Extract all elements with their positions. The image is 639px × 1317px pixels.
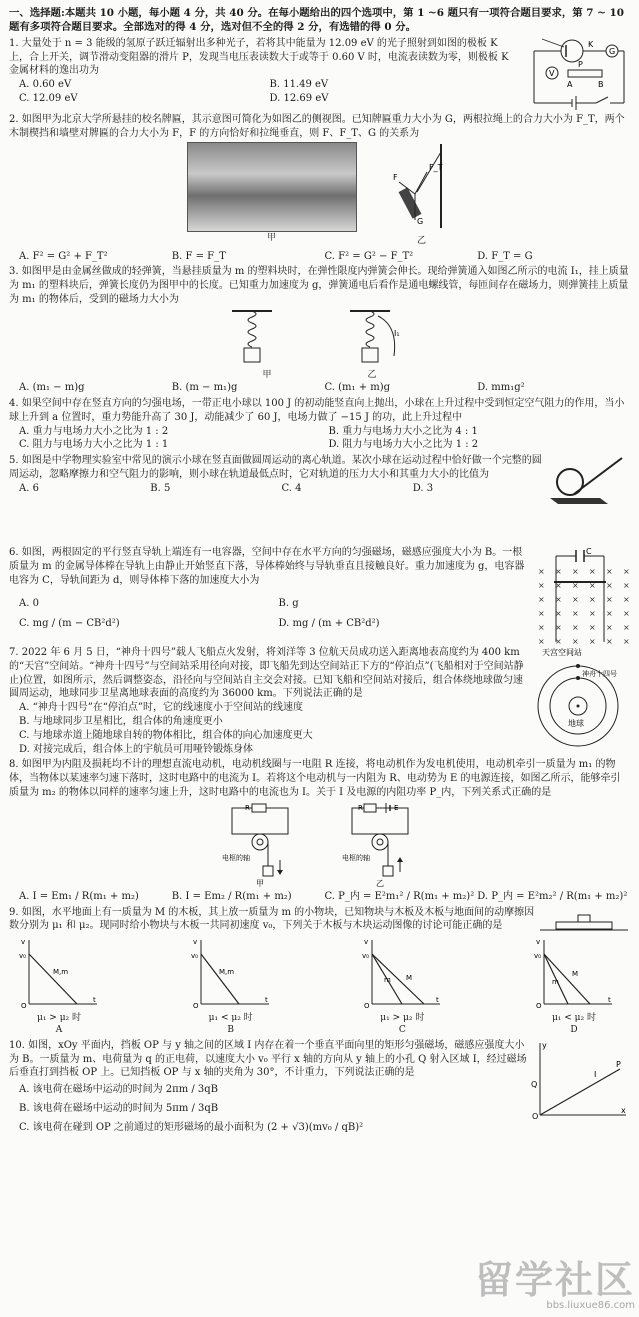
field-cross-mark: × <box>572 623 579 633</box>
question-10-stem: 10. 如图，xOy 平面内，挡板 OP 与 y 轴之间的区域 Ⅰ 内存在着一个垂直平面向里的矩形匀强磁场，磁感应强度大小为 B。一质量为 m、电荷量为 q 的正电荷，以速度大小 v₀ 平行 x 轴的方向从 y 轴上的小孔 Q 射入区域 Ⅰ，经过磁场后垂直打到挡板 OP 上。已知挡板 OP 与 x 轴的夹角为 30°，不计重力，下列说法正确的是 <box>9 1039 527 1079</box>
curve-a-label-c: m <box>384 975 392 984</box>
graph-a <box>19 936 99 1037</box>
option-4b[interactable]: B. 重力与电场力大小之比为 4 : 1 <box>328 425 478 437</box>
option-1b[interactable]: B. 11.49 eV <box>269 79 329 91</box>
axis-v0-c: v₀ <box>362 951 370 960</box>
field-cross-mark: × <box>606 637 613 645</box>
graph-d-letter[interactable]: D <box>570 1025 578 1036</box>
motor-generator-figure-a <box>220 802 300 888</box>
field-cross-mark: × <box>538 623 545 633</box>
option-5a[interactable]: A. 6 <box>19 482 39 494</box>
field-cross-mark: × <box>589 609 596 619</box>
field-cross-mark: × <box>572 637 579 645</box>
curve-b-label-c: M <box>406 973 413 982</box>
blank-gap <box>9 506 630 544</box>
option-8b[interactable]: B. I = Em₂ / R(m₁ + m₂) <box>171 890 292 902</box>
tension-label: F_T <box>428 163 442 173</box>
watermark-url: bbs.liuxue86.com <box>546 1300 635 1312</box>
option-2a[interactable]: A. F² = G² + F_T² <box>19 250 108 262</box>
option-7a[interactable]: A. “神舟十四号”在“停泊点”时，它的线速度小于空间站的线速度 <box>19 702 304 714</box>
option-3b[interactable]: B. (m − m₁)g <box>171 382 238 394</box>
option-5b[interactable]: B. 5 <box>150 482 171 494</box>
photoelectric-circuit-figure <box>512 37 630 111</box>
question-1-options <box>9 78 512 106</box>
graph-c-letter[interactable]: C <box>398 1025 406 1036</box>
option-2c[interactable]: C. F² = G² − F_T² <box>324 250 414 262</box>
field-cross-mark: × <box>623 595 630 605</box>
field-cross-mark: × <box>572 595 579 605</box>
axis-x-label: x <box>621 1105 626 1115</box>
force-f-label: F <box>392 173 398 183</box>
armature-label-b: 电枢的轴 <box>341 853 370 862</box>
question-7-options <box>9 701 526 756</box>
option-8d[interactable]: D. P_内 = E²m₂² / R(m₁ + m₂)² <box>477 890 628 902</box>
question-3-options <box>9 381 630 395</box>
graph-c-plot <box>362 936 442 1008</box>
field-cross-mark: × <box>589 567 596 577</box>
armature-label-a: 电枢的轴 <box>221 853 250 862</box>
axis-o-d: O <box>535 1001 542 1008</box>
question-9-stem: 9. 如图，水平地面上有一质量为 M 的木板，其上放一质量为 m 的小物块，已知物块与木板及木板与地面间的动摩擦因数分别为 μ₁ 和 μ₂。现同时给小物块与木板一共同初速度 v₀，下列关于木板与木块运动图像的讨论可能正确的是 <box>9 906 535 932</box>
question-5-stem: 5. 如图是中学物理实验室中常见的演示小球在竖直面做圆周运动的离心轨道。某次小球在运动过程中恰好做一个完整的圆周运动，忽略摩擦力和空气阻力的影响，则小球在轨道最低点时，它对轨道的压力大小和其重力大小的比值为 <box>9 455 542 480</box>
option-10a[interactable]: A. 该电荷在磁场中运动的时间为 2πm / 3qB <box>19 1084 219 1096</box>
graph-c-condition: μ₁ > μ₂ 时 <box>380 1013 425 1024</box>
curve-b-label-d: M <box>571 969 579 978</box>
axis-t-d: t <box>607 995 611 1004</box>
graph-b-plot <box>191 936 271 1008</box>
spring-figure-a <box>222 308 282 370</box>
question-3-stem: 3. 如图甲是由金属丝做成的轻弹簧，当悬挂质量为 m 的塑料块时，在弹性限度内弹簧会伸长。现给弹簧通入如图乙所示的电流 I₁，挂上质量为 m₁ 的塑料块后，弹簧长度仍为图甲中的长度。已知重力加速度为 g，弹簧通电后看作是通电螺线管，每匝间存在磁场力，则弹簧挂上质量为 m₁ 的物体后，受到的磁场力大小为 <box>9 266 629 305</box>
graph-d <box>534 936 614 1037</box>
axis-v0-d: v₀ <box>533 951 541 960</box>
graph-c <box>362 936 442 1037</box>
vt-graphs <box>9 936 630 1037</box>
plaque-photo <box>187 142 357 232</box>
section-header: 一、选择题:本题共 10 小题，每小题 4 分，共 40 分。在每小题给出的四个选项中，第 1 ~6 题只有一项符合题目要求，第 7 ~ 10 题有多项符合题目要求。全部选对的得 4 分，选对但不全的得 2 分，有选错的得 0 分。 <box>9 7 624 34</box>
resistor-r-label-a: R <box>244 803 250 812</box>
axis-t-b: t <box>264 995 268 1004</box>
gravity-label: G <box>416 217 423 227</box>
question-1 <box>9 37 630 111</box>
space-station-label: 天宫空间站 <box>542 648 582 658</box>
graph-b <box>191 936 271 1037</box>
option-6d[interactable]: D. mg / (m + CB²d²) <box>278 618 380 630</box>
figure-2a-caption: 甲 <box>266 233 276 244</box>
field-cross-mark: × <box>538 595 545 605</box>
option-1a[interactable]: A. 0.60 eV <box>19 79 72 91</box>
figure-3b-caption: 乙 <box>367 369 377 380</box>
question-2 <box>9 113 630 264</box>
axis-y-label: y <box>542 1040 547 1050</box>
question-8 <box>9 758 630 903</box>
option-8a[interactable]: A. I = Em₁ / R(m₁ + m₂) <box>19 890 139 902</box>
field-cross-mark: × <box>538 609 545 619</box>
plate-k-label: K <box>588 39 594 49</box>
question-4-options <box>9 425 630 453</box>
watermark <box>474 1258 635 1313</box>
option-6c[interactable]: C. mg / (m − CB²d²) <box>19 618 120 630</box>
field-cross-mark: × <box>538 567 545 577</box>
option-7d[interactable]: D. 对接完成后，组合体上的宇航员可用哑铃锻炼身体 <box>19 743 254 755</box>
option-2d[interactable]: D. F_T = G <box>477 250 533 262</box>
field-cross-mark: × <box>623 581 630 591</box>
axis-t-c: t <box>436 995 440 1004</box>
field-cross-mark: × <box>572 581 579 591</box>
watermark-logo: 留学社区 <box>474 1258 635 1303</box>
question-8-stem: 8. 如图甲为内阻及损耗均不计的理想直流电动机，电动机线圈与一电阻 R 连接，将电动机作为发电机使用，电动机牵引一质量为 m₁ 的物体，当物体以某速率匀速下落时，这时电路中的电流为 I。若将这个电动机与一内阻为 R、电动势为 E 的电源连接，如图乙所示，能够牵引质量为 m₂ 的物体以同样的速率匀速上升，这时电路中的电流也为 I。关于 I 及电源的内阻功率 P_内，下列关系式正确的是 <box>9 759 621 799</box>
figure-8a-caption: 甲 <box>255 878 264 888</box>
field-cross-mark: × <box>538 637 545 645</box>
option-3a[interactable]: A. (m₁ − m)g <box>19 382 85 394</box>
option-5c[interactable]: C. 4 <box>281 482 302 494</box>
board-block-figure <box>536 906 630 936</box>
current-i1-label: I₁ <box>393 328 400 338</box>
curve-label-b: M,m <box>218 967 234 976</box>
field-cross-mark: × <box>572 609 579 619</box>
question-6-stem: 6. 如图，两根固定的平行竖直导轨上端连有一电容器，空间中存在水平方向的匀强磁场，磁感应强度大小为 B。一根质量为 m 的金属导体棒在导轨上由静止开始竖直下落，导体棒始终与导轨垂直且接触良好。重力加速度为 g，电容器电容为 C，导轨间距为 d，则导体棒下落的加速度大小为 <box>9 547 525 586</box>
field-cross-mark: × <box>589 623 596 633</box>
option-3c[interactable]: C. (m₁ + m)g <box>324 382 391 394</box>
question-6-options <box>9 597 530 631</box>
field-cross-mark: × <box>555 637 562 645</box>
option-3d[interactable]: D. mm₁g² <box>477 382 525 394</box>
option-8c[interactable]: C. P_内 = E²m₁² / R(m₁ + m₂)² <box>324 890 475 902</box>
question-8-options <box>9 890 630 904</box>
axis-v-b: v <box>192 937 197 946</box>
question-1-stem: 1. 大量处于 n = 3 能级的氢原子跃迁辐射出多种光子，若将其中能量为 12.09 eV 的光子照射到如图的极板 K 上，合上开关，调节滑动变阻器的滑片 P，发现当电压表读数大于或等于 0.60 V 时，电流表读数为零，则极板 K 金属材料的逸出功为 <box>9 37 509 77</box>
field-cross-mark: × <box>606 581 613 591</box>
question-7-stem: 7. 2022 年 6 月 5 日，“神舟十四号”载人飞船点火发射，将刘洋等 3 位航天员成功送入距离地表高度约为 400 km 的“天宫”空间站。“神舟十四号”与空间站采用径向对接，即飞船先到达空间站正下方的“停泊点”(飞船相对于空间站静止)位置，如图所示，然后调整姿态，沿径向与空间站自主交会对接。已知飞船和空间站对接后，组合体绕地球做匀速圆周运动，地球同步卫星离地球表面的高度约为 36000 km。下列说法正确的是 <box>9 647 524 700</box>
axis-v-d: v <box>535 937 541 946</box>
resistor-r-label-b: R <box>357 803 363 812</box>
option-6a[interactable]: A. 0 <box>19 598 39 610</box>
field-cross-mark: × <box>623 609 630 619</box>
question-6 <box>9 546 630 644</box>
orbit-figure <box>526 646 630 750</box>
question-9 <box>9 906 630 1037</box>
option-4a[interactable]: A. 重力与电场力大小之比为 1 : 2 <box>19 425 169 437</box>
axis-v0-b: v₀ <box>190 951 198 960</box>
question-3 <box>9 265 630 395</box>
option-10c[interactable]: C. 该电荷在碰到 OP 之前通过的矩形磁场的最小面积为 (2 + √3)(mv₀ / qB)² <box>19 1122 364 1134</box>
field-cross-mark: × <box>555 609 562 619</box>
figure-2b-caption: 乙 <box>416 236 426 247</box>
spacecraft-label: 神舟十四号 <box>582 670 617 679</box>
field-cross-mark: × <box>589 581 596 591</box>
question-10-options <box>9 1080 530 1137</box>
field-cross-mark: × <box>606 595 613 605</box>
field-cross-mark: × <box>589 595 596 605</box>
question-2-options <box>9 250 630 264</box>
option-2b[interactable]: B. F = F_T <box>171 250 226 262</box>
axis-o-c: O <box>364 1001 370 1008</box>
question-5-options <box>9 482 544 496</box>
field-cross-mark: × <box>538 581 545 591</box>
field-cross-mark: × <box>623 567 630 577</box>
option-5d[interactable]: D. 3 <box>412 482 434 494</box>
field-cross-mark: × <box>555 623 562 633</box>
option-4d[interactable]: D. 阻力与电场力大小之比为 1 : 2 <box>328 439 479 451</box>
option-7b[interactable]: B. 与地球同步卫星相比，组合体的角速度更小 <box>19 716 223 728</box>
motor-generator-figure-b <box>340 802 420 888</box>
graph-a-condition: μ₁ > μ₂ 时 <box>36 1013 82 1024</box>
field-cross-mark: × <box>572 567 579 577</box>
axis-v-a: v <box>21 937 26 946</box>
axis-t-a: t <box>93 995 96 1004</box>
graph-a-plot <box>19 936 99 1008</box>
question-5 <box>9 454 630 506</box>
graph-a-letter[interactable]: A <box>55 1025 63 1036</box>
origin-label: O <box>532 1111 539 1121</box>
slider-p-label: P <box>578 59 583 69</box>
field-cross-mark: × <box>606 567 613 577</box>
curve-a-label-d: m <box>551 977 559 986</box>
axis-o-a: O <box>21 1001 27 1008</box>
hole-q-label: Q <box>531 1079 538 1089</box>
terminal-a-label: A <box>567 79 573 89</box>
option-10b[interactable]: B. 该电荷在磁场中运动的时间为 5πm / 3qB <box>19 1103 219 1115</box>
graph-d-plot <box>534 936 614 1008</box>
capacitor-c-label: C <box>586 547 592 557</box>
option-7c[interactable]: C. 与地球赤道上随地球自转的物体相比，组合体的向心加速度更大 <box>19 729 313 741</box>
figure-3a-caption: 甲 <box>262 369 272 380</box>
option-1c[interactable]: C. 12.09 eV <box>19 92 78 104</box>
axis-v-c: v <box>364 937 369 946</box>
field-cross-mark: × <box>623 623 630 633</box>
question-2-stem: 2. 如图甲为北京大学所悬挂的校名牌匾，其示意图可简化为如图乙的侧视图。已知牌匾重力大小为 G，两根拉绳上的合力大小为 F_T，两个木制楔挡和墙壁对牌匾的合力大小为 F，F 的方向恰好和拉绳垂直，则 F、F_T、G 的关系为 <box>9 113 625 139</box>
question-10 <box>9 1039 630 1137</box>
plaque-force-diagram <box>391 142 453 230</box>
curve-label-a: M,m <box>53 967 69 976</box>
axis-v0-a: v₀ <box>19 951 26 960</box>
region-label: I <box>594 1069 597 1079</box>
emf-e-label: E <box>393 803 398 812</box>
axis-o-b: O <box>192 1001 199 1008</box>
loop-track-figure <box>544 454 630 506</box>
option-4c[interactable]: C. 阻力与电场力大小之比为 1 : 1 <box>19 439 169 451</box>
spring-figure-b <box>338 308 418 370</box>
question-4 <box>9 397 630 452</box>
field-cross-mark: × <box>555 567 562 577</box>
field-cross-mark: × <box>606 623 613 633</box>
field-cross-mark: × <box>589 637 596 645</box>
option-1d[interactable]: D. 12.69 eV <box>269 92 329 104</box>
magnetic-region-figure <box>530 1039 630 1121</box>
field-cross-mark: × <box>555 595 562 605</box>
graph-b-letter[interactable]: B <box>227 1025 234 1036</box>
graph-d-condition: μ₁ < μ₂ 时 <box>551 1013 596 1024</box>
earth-label: 地球 <box>568 719 584 729</box>
graph-b-condition: μ₁ < μ₂ 时 <box>208 1013 253 1024</box>
option-6b[interactable]: B. g <box>278 598 299 610</box>
question-7 <box>9 646 630 756</box>
question-4-stem: 4. 如果空间中存在竖直方向的匀强电场，一带正电小球以 100 J 的初动能竖直向上抛出，小球在上升过程中受到恒定空气阻力的作用，当小球上升到 a 位置时，重力势能升高了 30 J，动能减少了 60 J，电场力做了 −15 J 的功，此上升过程中 <box>9 397 625 423</box>
voltmeter-label: V <box>549 68 555 78</box>
figure-8b-caption: 乙 <box>375 878 384 888</box>
terminal-b-label: B <box>598 79 604 89</box>
plate-p-label: P <box>616 1059 621 1069</box>
galvanometer-label: G <box>609 46 616 56</box>
field-cross-mark: × <box>623 637 630 645</box>
capacitor-rail-figure <box>530 546 630 644</box>
field-cross-mark: × <box>606 609 613 619</box>
field-cross-mark: × <box>555 581 562 591</box>
